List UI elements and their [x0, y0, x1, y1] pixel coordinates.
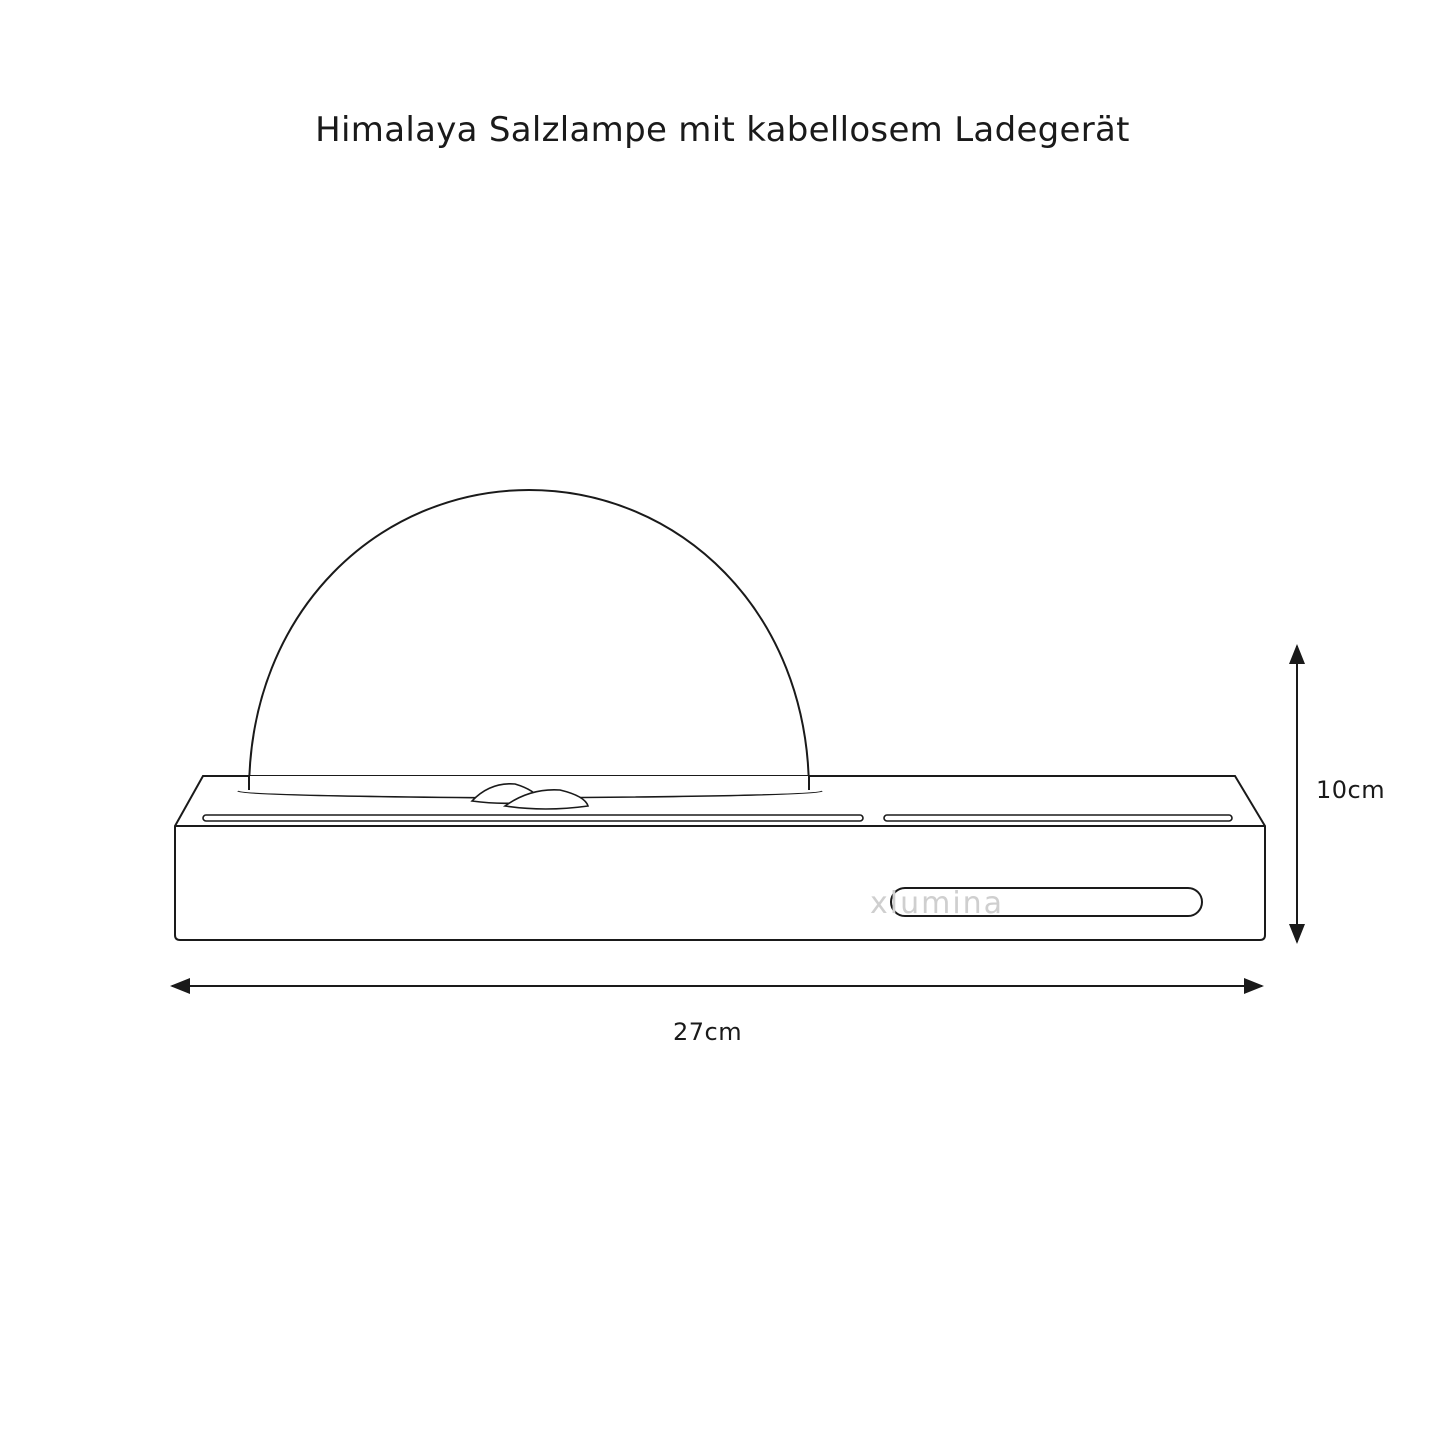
- salt-dome: [249, 490, 809, 792]
- diagram-title: Himalaya Salzlampe mit kabellosem Ladegerät: [315, 110, 1130, 150]
- groove-right: [884, 815, 1232, 821]
- width-label: 27cm: [673, 1018, 743, 1046]
- watermark: xlumina: [870, 886, 1005, 921]
- groove-left: [203, 815, 863, 821]
- height-label: 10cm: [1316, 776, 1386, 804]
